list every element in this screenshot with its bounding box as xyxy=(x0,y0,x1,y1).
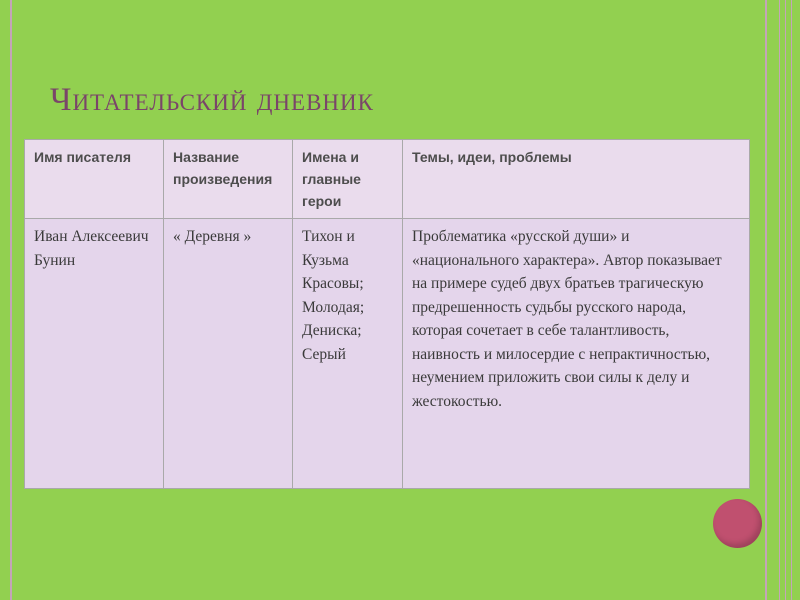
decorative-circle xyxy=(713,499,762,548)
frame-line xyxy=(791,0,792,600)
table-row xyxy=(25,219,750,489)
cell-heroes: Тихон и Кузьма Красовы; Молодая; Дениска; Серый xyxy=(293,219,403,489)
cell-work: « Деревня » xyxy=(164,219,293,489)
frame-line xyxy=(785,0,786,600)
header-work: Название произведения xyxy=(164,140,293,219)
frame-line xyxy=(779,0,780,600)
header-author: Имя писателя xyxy=(25,140,164,219)
header-heroes: Имена и главные герои xyxy=(293,140,403,219)
table-header-row xyxy=(25,140,750,219)
slide-title: Читательский дневник xyxy=(50,82,374,118)
cell-themes: Проблематика «русской души» и «национального характера». Автор показывает на примере судеб двух братьев трагическую предрешенность судьбы русского народа, которая сочетает в себе талантливость, наивность и милосердие с непрактичностью, неумением приложить свои силы к делу и жестокостью. xyxy=(403,219,750,489)
cell-author: Иван Алексеевич Бунин xyxy=(25,219,164,489)
header-themes: Темы, идеи, проблемы xyxy=(403,140,750,219)
reading-diary-table xyxy=(24,139,750,489)
